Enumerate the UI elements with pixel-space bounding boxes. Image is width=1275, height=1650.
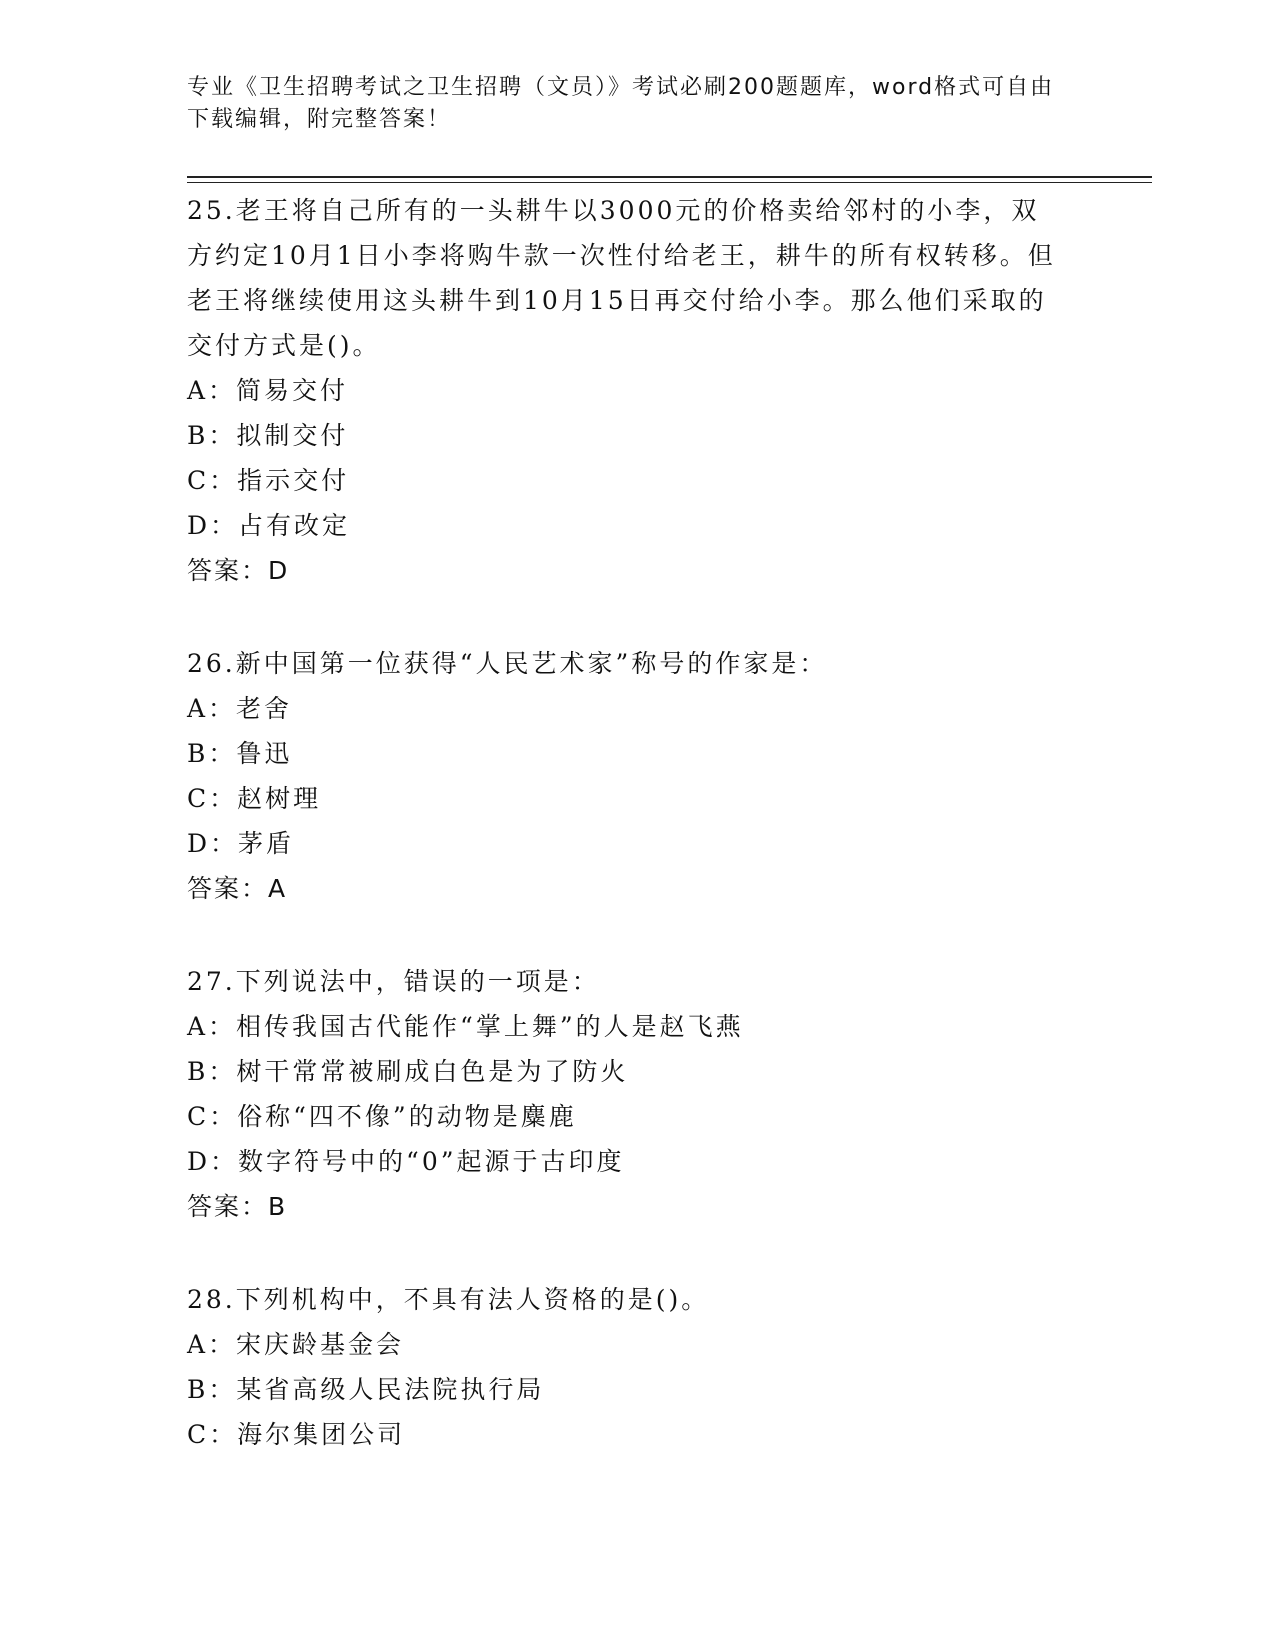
option-b: B：某省高级人民法院执行局 (187, 1375, 545, 1404)
option-b: B：树干常常被刷成白色是为了防火 (187, 1057, 629, 1086)
document-header: 专业《卫生招聘考试之卫生招聘（文员）》考试必刷200题题库，word格式可自由下载编辑，附完整答案！ (187, 75, 1055, 132)
option-c: C：指示交付 (187, 466, 350, 495)
question-stem: 26.新中国第一位获得“人民艺术家”称号的作家是： (187, 649, 828, 678)
answer: 答案：B (187, 1192, 288, 1221)
option-c: C：海尔集团公司 (187, 1420, 406, 1449)
question-stem: 27.下列说法中，错误的一项是： (187, 967, 600, 996)
option-d: D：占有改定 (187, 511, 351, 540)
question-28 (187, 1277, 1067, 1457)
option-a: A：简易交付 (187, 376, 349, 405)
answer: 答案：A (187, 874, 288, 903)
option-d: D：数字符号中的“0”起源于古印度 (187, 1147, 625, 1176)
answer: 答案：D (187, 556, 290, 585)
option-a: A：老舍 (187, 694, 293, 723)
header-rule-thin (187, 182, 1152, 183)
question-25 (187, 188, 1067, 593)
option-c: C：俗称“四不像”的动物是麋鹿 (187, 1102, 577, 1131)
option-a: A：宋庆龄基金会 (187, 1330, 405, 1359)
header-rule-thick (187, 176, 1152, 178)
option-b: B：拟制交付 (187, 421, 349, 450)
question-27 (187, 959, 1067, 1229)
question-stem: 28.下列机构中，不具有法人资格的是()。 (187, 1285, 710, 1314)
option-a: A：相传我国古代能作“掌上舞”的人是赵飞燕 (187, 1012, 744, 1041)
question-stem: 25.老王将自己所有的一头耕牛以3000元的价格卖给邻村的小李，双方约定10月1日小李将购牛款一次性付给老王，耕牛的所有权转移。但老王将继续使用这头耕牛到10月15日再交付给小李。那么他们采取的交付方式是()。 (187, 196, 1056, 360)
option-b: B：鲁迅 (187, 739, 293, 768)
question-list (187, 188, 1067, 1505)
option-d: D：茅盾 (187, 829, 295, 858)
option-c: C：赵树理 (187, 784, 322, 813)
question-26 (187, 641, 1067, 911)
